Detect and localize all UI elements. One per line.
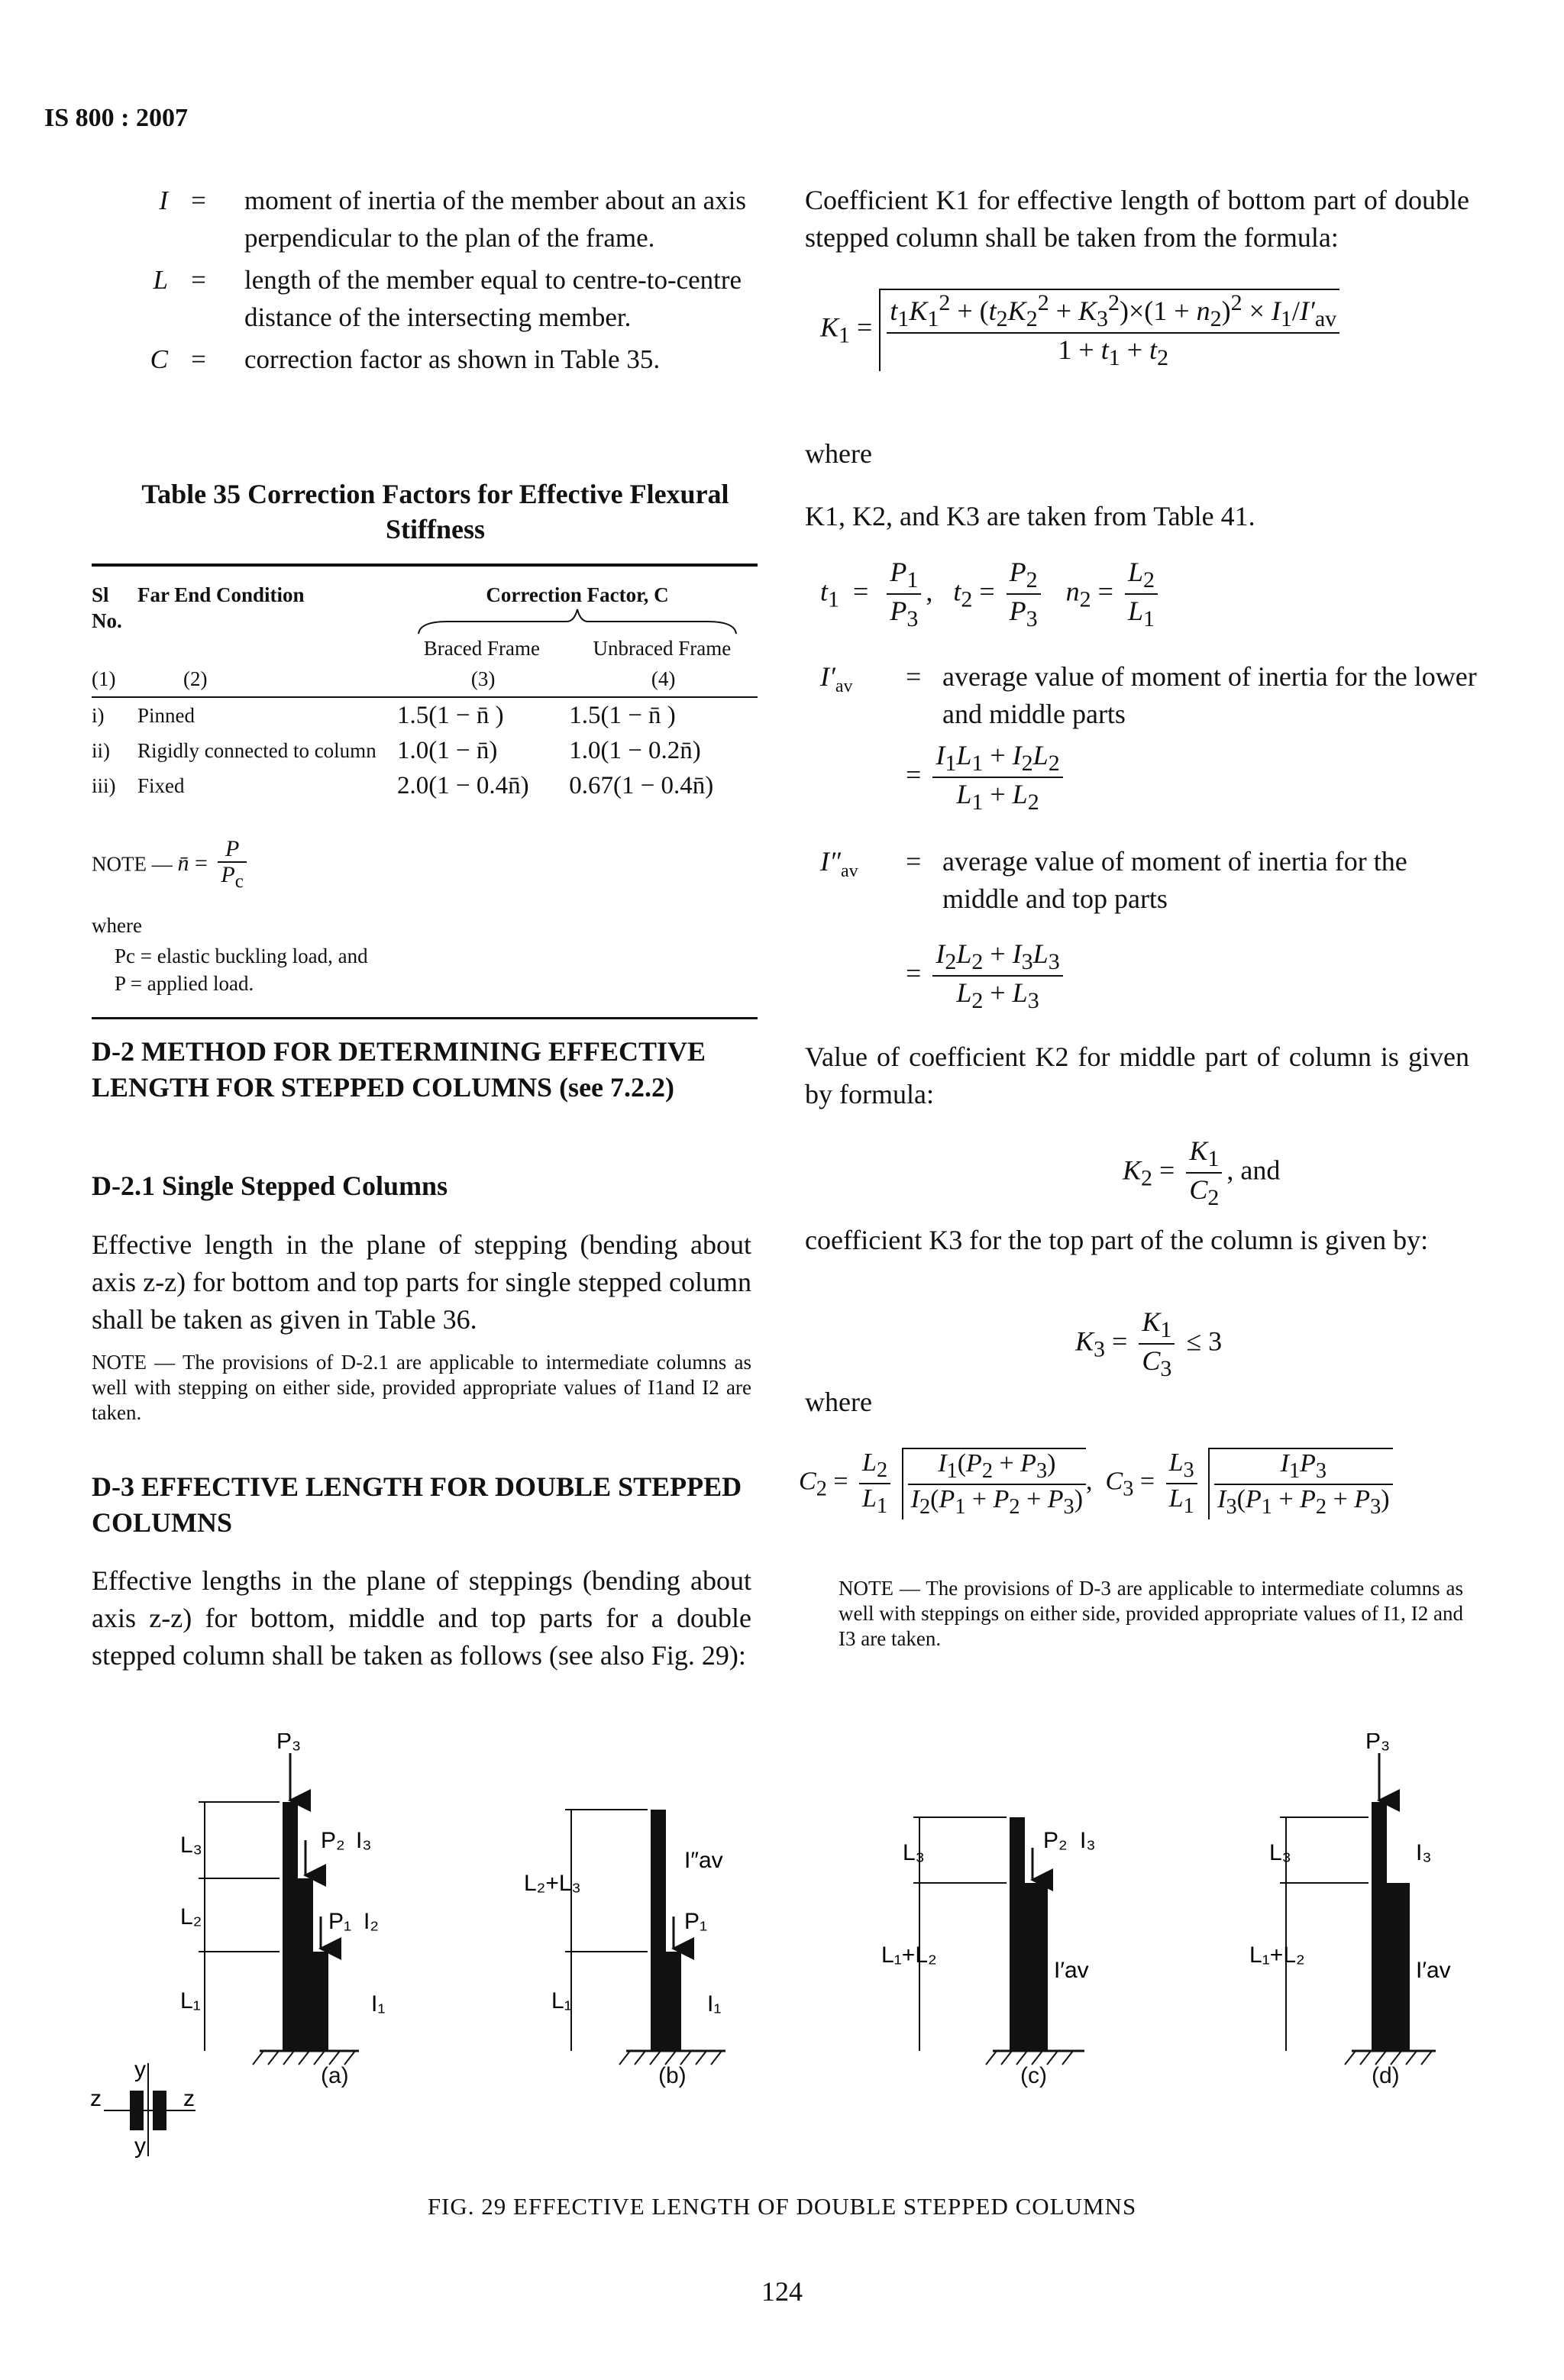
svg-text:L₃: L₃ — [903, 1840, 925, 1865]
col-header-correction-factor: Correction Factor, C — [486, 583, 669, 606]
definition-symbol: L — [153, 265, 168, 295]
col-header-braced: Braced Frame — [423, 637, 540, 660]
correction-factor-table — [92, 582, 758, 803]
svg-text:P₁: P₁ — [684, 1909, 708, 1934]
svg-text:I₃: I₃ — [1416, 1840, 1432, 1865]
col-number: (3) — [470, 667, 496, 690]
svg-text:I″av: I″av — [684, 1848, 723, 1873]
svg-text:L₂: L₂ — [180, 1904, 202, 1930]
section-d3-heading: D-3 EFFECTIVE LENGTH FOR DOUBLE STEPPED COLUMNS — [92, 1471, 742, 1538]
section-d3-note: NOTE — The provisions of D-3 are applicable to intermediate columns as well with steppings on either side, provided appropriate values of I1, I2 and I3 are taken. — [839, 1577, 1463, 1650]
section-d21-paragraph: Effective length in the plane of stepping (bending about axis z-z) for bottom and top parts for single stepped column shall be taken as given in Table 36. — [92, 1229, 751, 1335]
col-header-far-end: Far End Condition — [137, 583, 305, 606]
table-row: iii) Fixed 2.0(1 − 0.4n̄) 0.67(1 − 0.4n̄) — [92, 772, 714, 799]
svg-text:L₁+L₂: L₁+L₂ — [1249, 1942, 1305, 1968]
note-where: where — [92, 914, 142, 937]
svg-text:y: y — [134, 2133, 146, 2159]
col-number: (2) — [183, 667, 208, 690]
svg-text:z: z — [90, 2086, 102, 2111]
k1-formula: $K_1$ = $\frac{t_1K_1^2 + (t_2K_2^2 + K_3^2)\times(1 + n_2)^2 \times I_1/I'_{av}}{1 + t_1 + t_2}$ — [820, 289, 1339, 371]
svg-text:L₃: L₃ — [1269, 1840, 1291, 1865]
table-row: ii) Rigidly connected to column 1.0(1 − n̄) 1.0(1 − 0.2n̄) — [92, 737, 701, 764]
stepped-column-b — [524, 1810, 725, 2065]
k3-formula: $K_3$ = $\frac{K_1}{C_3}$ ≤ 3 — [1075, 1306, 1223, 1382]
c2-c3-formula: $C_2$ = $\frac{L_2}{L_1}$ $\frac{I_1(P_2 + P_3)}{I_2(P_1 + P_2 + P_3)}$ , $C_3$ = $\frac{L_3}{L_1}$ $\frac{I_1P_3}{I_3(P_1 + P_2 + P_3)}$ — [799, 1448, 1393, 1519]
svg-text:I₁: I₁ — [707, 1991, 722, 2017]
svg-text:I′av: I′av — [1054, 1958, 1089, 1983]
definition-text: correction factor as shown in Table 35. — [244, 344, 661, 374]
iav-formula: = $\frac{I_1L_1 + I_2L_2}{L_1 + L_2}$ — [906, 739, 1068, 815]
section-d2-heading: D-2 METHOD FOR DETERMINING EFFECTIVE LENGTH FOR STEPPED COLUMNS (see 7.2.2) — [92, 1036, 706, 1103]
panel-label: (d) — [1372, 2063, 1400, 2088]
svg-text:I₁: I₁ — [371, 1991, 386, 2017]
table-bottom-rule — [92, 1017, 758, 1019]
k2-intro: Value of coefficient K2 for middle part of column is given by formula: — [805, 1041, 1469, 1109]
svg-text:L₁+L₂: L₁+L₂ — [881, 1942, 937, 1968]
svg-text:I₂: I₂ — [364, 1909, 379, 1934]
definition-item: L = length of the member equal to centre-to-centre distance of the intersecting member. — [115, 261, 756, 336]
note-pc: Pc = elastic buckling load, and — [115, 945, 368, 967]
svg-text:P₂: P₂ — [1043, 1828, 1068, 1853]
t-definitions-formula: $t_1$ = $\frac{P_1}{P_3}$ , $t_2$ = $\frac{P_2}{P_3}$ $n_2$ = $\frac{L_2}{L_1}$ — [820, 556, 1162, 632]
table-35-title: Table 35 Correction Factors for Effective Flexural Stiffness — [141, 479, 729, 544]
col-number: (4) — [651, 667, 676, 690]
svg-text:P₁: P₁ — [328, 1909, 352, 1934]
svg-text:L₁: L₁ — [551, 1988, 572, 2013]
page-header: IS 800 : 2007 — [44, 104, 188, 132]
svg-text:L₁: L₁ — [180, 1988, 201, 2013]
brace-icon — [417, 608, 738, 635]
svg-text:I₃: I₃ — [356, 1828, 372, 1853]
svg-text:P₂: P₂ — [321, 1828, 345, 1853]
col-header-sl: Sl No. — [92, 583, 122, 632]
definition-item: I = moment of inertia of the member about an axis perpendicular to the plan of the frame. — [115, 182, 756, 257]
svg-text:z: z — [183, 2086, 195, 2111]
iav-definition: average value of moment of inertia for the lower and middle parts — [942, 661, 1477, 729]
definition-text: moment of inertia of the member about an axis perpendicular to the plan of the frame. — [244, 186, 747, 253]
figure-29-diagram — [0, 1733, 1564, 2161]
col-header-unbraced: Unbraced Frame — [593, 637, 732, 660]
panel-label: (b) — [658, 2063, 687, 2088]
k2-formula: $K_2$ = $\frac{K_1}{C_2}$ , and — [1123, 1135, 1281, 1211]
col-number: (1) — [92, 667, 116, 690]
svg-text:L₂+L₃: L₂+L₃ — [524, 1871, 581, 1896]
k3-intro: coefficient K3 for the top part of the column is given by: — [805, 1225, 1429, 1255]
iav2-formula: = $\frac{I_2L_2 + I_3L_3}{L_2 + L_3}$ — [906, 938, 1068, 1014]
definition-symbol: C — [150, 344, 168, 374]
svg-text:L₃: L₃ — [180, 1833, 202, 1858]
axis-symbol-icon — [90, 2057, 196, 2159]
k-table-ref: K1, K2, and K3 are taken from Table 41. — [805, 501, 1255, 531]
svg-text:P₃: P₃ — [1365, 1733, 1391, 1754]
stepped-column-c — [881, 1817, 1096, 2065]
definition-text: length of the member equal to centre-to-centre distance of the intersecting member. — [244, 265, 742, 332]
table-row: i) Pinned 1.5(1 − n̄ ) 1.5(1 − n̄ ) — [92, 702, 676, 729]
svg-text:I₃: I₃ — [1080, 1828, 1096, 1853]
section-d21-note: NOTE — The provisions of D-2.1 are applicable to intermediate columns as well with stepping on either side, provided appropriate values of I1and I2 are taken. — [92, 1351, 751, 1424]
stepped-column-a — [180, 1733, 385, 2065]
note-p: P = applied load. — [115, 972, 254, 995]
stepped-column-d — [1249, 1733, 1451, 2065]
page-number: 124 — [761, 2276, 803, 2307]
table-top-rule — [92, 564, 758, 567]
section-d21-heading: D-2.1 Single Stepped Columns — [92, 1171, 448, 1201]
where-label: where — [805, 438, 872, 469]
definition-symbol: I — [159, 186, 168, 215]
svg-text:y: y — [134, 2057, 146, 2082]
iav2-definition: average value of moment of inertia for the middle and top parts — [942, 846, 1407, 914]
where-label-2: where — [805, 1387, 872, 1417]
figure-caption: FIG. 29 EFFECTIVE LENGTH OF DOUBLE STEPPED COLUMNS — [427, 2193, 1137, 2220]
table-note: NOTE — n̄ = $\frac{P}{P_c}$ — [92, 837, 251, 894]
svg-text:I′av: I′av — [1416, 1958, 1451, 1983]
panel-label: (c) — [1020, 2063, 1047, 2088]
section-d3-paragraph: Effective lengths in the plane of steppings (bending about axis z-z) for bottom, middle and top parts for a double stepped column shall be taken as follows (see also Fig. 29): — [92, 1565, 751, 1671]
panel-label: (a) — [321, 2063, 349, 2088]
figure-label: P₃ — [276, 1733, 302, 1754]
definitions-list — [115, 182, 756, 383]
definition-item: C = correction factor as shown in Table 35. — [115, 341, 756, 378]
k1-intro: Coefficient K1 for effective length of bottom part of double stepped column shall be taken from the formula: — [805, 185, 1469, 253]
